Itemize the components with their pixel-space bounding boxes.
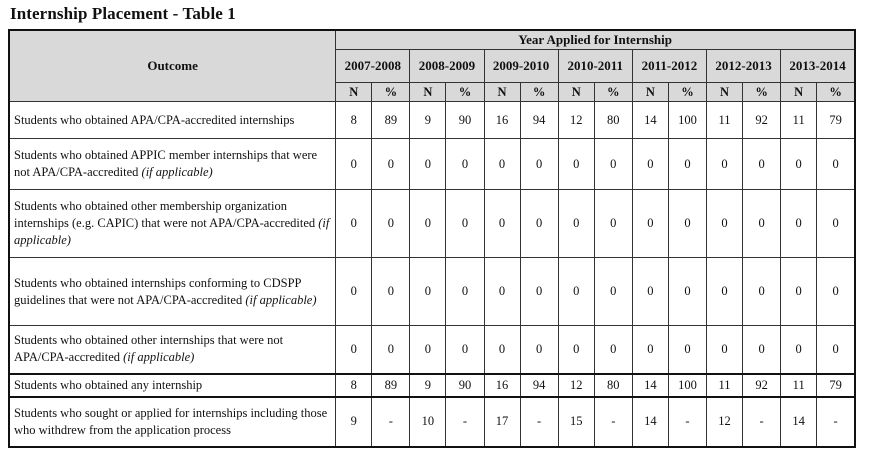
n-value-cell: 0 <box>558 139 594 190</box>
internship-placement-table <box>8 29 856 448</box>
percent-value-cell: 100 <box>668 374 706 397</box>
n-value-cell: 0 <box>558 326 594 374</box>
n-value-cell: 14 <box>632 397 668 447</box>
percent-value-cell: 0 <box>594 190 632 258</box>
n-value-cell: 0 <box>336 326 372 374</box>
percent-value-cell: - <box>446 397 484 447</box>
n-value-cell: 0 <box>632 139 668 190</box>
n-value-cell: 11 <box>781 374 817 397</box>
percent-header: % <box>594 83 632 102</box>
n-value-cell: 9 <box>336 397 372 447</box>
year-header: 2012-2013 <box>706 50 780 83</box>
table-row <box>9 326 855 374</box>
percent-value-cell: 0 <box>668 190 706 258</box>
percent-value-cell: 0 <box>372 326 410 374</box>
row-label-text: Students who obtained any internship <box>14 377 203 392</box>
row-label <box>9 102 336 139</box>
row-label-text: Students who obtained APPIC member internships that were not APA/CPA-accredited <box>14 148 318 179</box>
n-value-cell: 0 <box>781 190 817 258</box>
n-value-cell: 0 <box>632 258 668 326</box>
percent-value-cell: 92 <box>743 374 781 397</box>
n-value-cell: 15 <box>558 397 594 447</box>
n-value-cell: 0 <box>781 326 817 374</box>
row-label-text: Students who sought or applied for internships including those who withdrew from the application process <box>14 405 328 437</box>
percent-value-cell: 0 <box>668 258 706 326</box>
percent-value-cell: 90 <box>446 102 484 139</box>
n-header: N <box>336 83 372 102</box>
percent-value-cell: 89 <box>372 102 410 139</box>
n-header: N <box>558 83 594 102</box>
row-label <box>9 258 336 326</box>
row-label-note: (if applicable) <box>245 292 317 307</box>
row-label <box>9 374 336 397</box>
percent-value-cell: - <box>594 397 632 447</box>
row-label-note: (if applicable) <box>123 350 195 365</box>
n-value-cell: 9 <box>410 374 446 397</box>
table-row <box>9 374 855 397</box>
year-header: 2007-2008 <box>336 50 410 83</box>
row-label <box>9 139 336 190</box>
percent-value-cell: 0 <box>668 139 706 190</box>
percent-value-cell: 0 <box>446 139 484 190</box>
table-row <box>9 190 855 258</box>
table-row <box>9 258 855 326</box>
n-value-cell: 0 <box>410 326 446 374</box>
percent-header: % <box>520 83 558 102</box>
percent-value-cell: 94 <box>520 102 558 139</box>
percent-value-cell: 0 <box>520 258 558 326</box>
percent-value-cell: 100 <box>668 102 706 139</box>
percent-value-cell: 0 <box>817 326 855 374</box>
percent-value-cell: 92 <box>743 102 781 139</box>
n-value-cell: 0 <box>336 139 372 190</box>
percent-value-cell: 0 <box>668 326 706 374</box>
n-value-cell: 0 <box>781 139 817 190</box>
n-value-cell: 14 <box>632 102 668 139</box>
row-label-text: Students who obtained APA/CPA-accredited internships <box>14 112 295 127</box>
n-value-cell: 0 <box>706 326 742 374</box>
percent-value-cell: 0 <box>743 190 781 258</box>
percent-value-cell: 0 <box>372 258 410 326</box>
percent-value-cell: 0 <box>817 190 855 258</box>
row-label-note: (if applicable) <box>141 165 213 179</box>
n-value-cell: 14 <box>781 397 817 447</box>
row-label-text: Students who obtained other membership organization internships (e.g. CAPIC) that were not APA/CPA-accredited <box>14 199 319 230</box>
percent-value-cell: - <box>817 397 855 447</box>
n-value-cell: 0 <box>410 190 446 258</box>
percent-value-cell: - <box>668 397 706 447</box>
n-value-cell: 0 <box>558 258 594 326</box>
n-value-cell: 0 <box>706 190 742 258</box>
n-value-cell: 12 <box>706 397 742 447</box>
percent-value-cell: 0 <box>446 190 484 258</box>
row-label <box>9 326 336 374</box>
n-value-cell: 11 <box>706 374 742 397</box>
n-value-cell: 0 <box>632 190 668 258</box>
n-value-cell: 0 <box>558 190 594 258</box>
n-value-cell: 0 <box>484 326 520 374</box>
n-value-cell: 17 <box>484 397 520 447</box>
n-header: N <box>410 83 446 102</box>
percent-header: % <box>668 83 706 102</box>
n-value-cell: 0 <box>410 139 446 190</box>
n-value-cell: 9 <box>410 102 446 139</box>
n-value-cell: 16 <box>484 102 520 139</box>
percent-value-cell: 0 <box>743 139 781 190</box>
n-value-cell: 0 <box>410 258 446 326</box>
percent-value-cell: 80 <box>594 102 632 139</box>
table-row <box>9 102 855 139</box>
percent-header: % <box>446 83 484 102</box>
n-value-cell: 8 <box>336 374 372 397</box>
n-value-cell: 14 <box>632 374 668 397</box>
percent-value-cell: 0 <box>520 326 558 374</box>
n-header: N <box>484 83 520 102</box>
n-value-cell: 12 <box>558 374 594 397</box>
row-label-text: Students who obtained other internships that were not APA/CPA-accredited <box>14 333 284 365</box>
table-row <box>9 397 855 447</box>
year-header: 2011-2012 <box>632 50 706 83</box>
percent-header: % <box>817 83 855 102</box>
n-value-cell: 11 <box>706 102 742 139</box>
year-header: 2013-2014 <box>781 50 855 83</box>
n-header: N <box>706 83 742 102</box>
n-value-cell: 0 <box>336 258 372 326</box>
row-label <box>9 190 336 258</box>
percent-value-cell: 89 <box>372 374 410 397</box>
row-label-note: (if applicable) <box>14 216 330 247</box>
percent-value-cell: 90 <box>446 374 484 397</box>
percent-value-cell: 0 <box>446 258 484 326</box>
percent-value-cell: 0 <box>520 190 558 258</box>
percent-value-cell: 0 <box>372 139 410 190</box>
n-value-cell: 0 <box>781 258 817 326</box>
outcome-header: Outcome <box>9 30 336 102</box>
percent-value-cell: 0 <box>520 139 558 190</box>
n-value-cell: 0 <box>484 190 520 258</box>
percent-value-cell: 94 <box>520 374 558 397</box>
percent-value-cell: 0 <box>743 258 781 326</box>
percent-value-cell: - <box>372 397 410 447</box>
n-header: N <box>781 83 817 102</box>
n-value-cell: 0 <box>484 139 520 190</box>
n-header: N <box>632 83 668 102</box>
percent-value-cell: 0 <box>817 139 855 190</box>
table-row <box>9 139 855 190</box>
percent-header: % <box>372 83 410 102</box>
percent-value-cell: 0 <box>372 190 410 258</box>
year-group-header: Year Applied for Internship <box>336 30 855 50</box>
percent-value-cell: 80 <box>594 374 632 397</box>
n-value-cell: 0 <box>484 258 520 326</box>
n-value-cell: 0 <box>336 190 372 258</box>
year-header: 2010-2011 <box>558 50 632 83</box>
percent-value-cell: 0 <box>743 326 781 374</box>
n-value-cell: 0 <box>706 258 742 326</box>
percent-value-cell: 79 <box>817 374 855 397</box>
percent-value-cell: 0 <box>817 258 855 326</box>
year-header: 2008-2009 <box>410 50 484 83</box>
percent-value-cell: 79 <box>817 102 855 139</box>
n-value-cell: 16 <box>484 374 520 397</box>
n-value-cell: 12 <box>558 102 594 139</box>
percent-value-cell: - <box>743 397 781 447</box>
table-title: Internship Placement - Table 1 <box>10 4 236 23</box>
n-value-cell: 8 <box>336 102 372 139</box>
percent-value-cell: 0 <box>594 139 632 190</box>
n-value-cell: 0 <box>632 326 668 374</box>
n-value-cell: 11 <box>781 102 817 139</box>
year-header: 2009-2010 <box>484 50 558 83</box>
percent-value-cell: 0 <box>594 326 632 374</box>
percent-value-cell: 0 <box>594 258 632 326</box>
percent-header: % <box>743 83 781 102</box>
row-label <box>9 397 336 447</box>
percent-value-cell: - <box>520 397 558 447</box>
n-value-cell: 0 <box>706 139 742 190</box>
percent-value-cell: 0 <box>446 326 484 374</box>
row-label-text: Students who obtained internships conforming to CDSPP guidelines that were not APA/CPA-accredited <box>14 275 302 307</box>
n-value-cell: 10 <box>410 397 446 447</box>
